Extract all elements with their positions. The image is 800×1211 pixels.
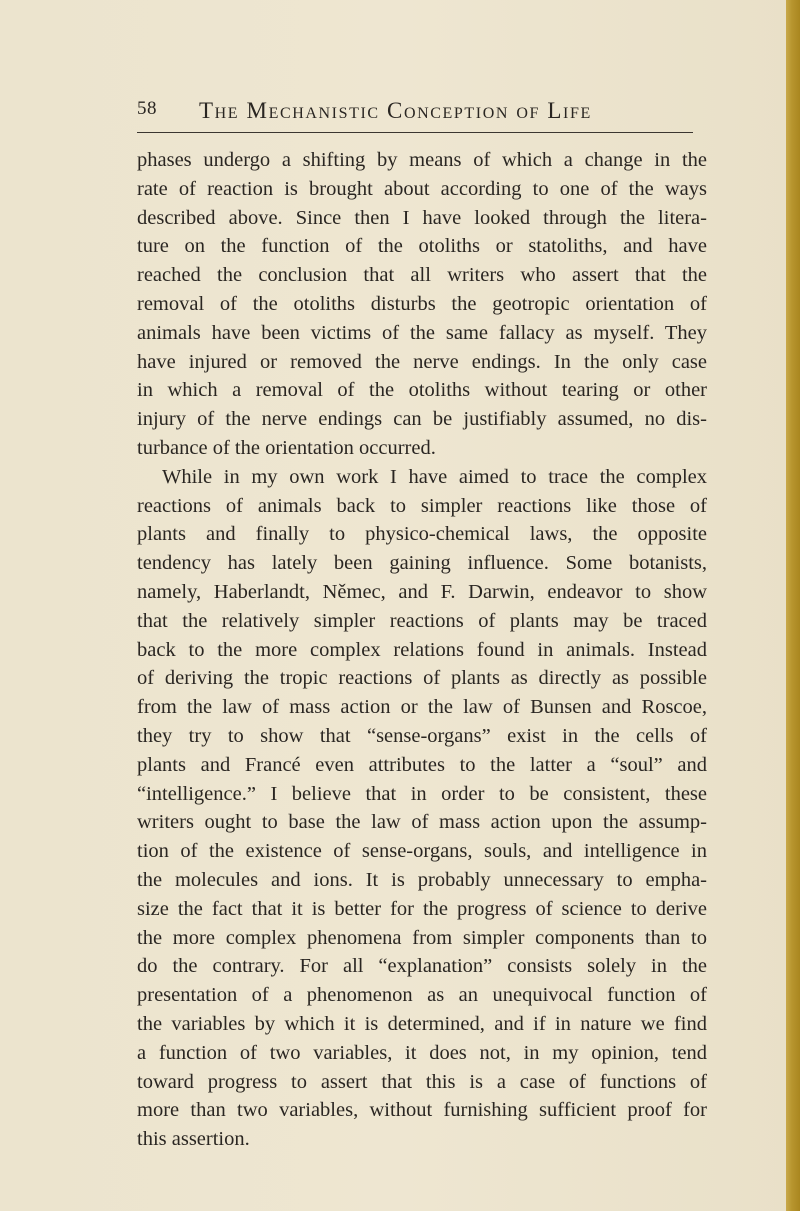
text-line: described above. Since then I have looked through the litera- [137, 206, 707, 229]
text-line: more than two variables, without furnishing sufficient proof for [137, 1099, 707, 1122]
text-line: writers ought to base the law of mass action upon the assump- [137, 811, 707, 834]
text-line: they try to show that “sense-organs” exist in the cells of [137, 724, 707, 747]
text-line: from the law of mass action or the law of Bunsen and Roscoe, [137, 696, 707, 719]
paragraph-end-line: turbance of the orientation occurred. [137, 436, 436, 459]
text-line: tendency has lately been gaining influence. Some botanists, [137, 552, 707, 575]
text-line: injury of the nerve endings can be justifiably assumed, no dis- [137, 408, 707, 431]
text-line: do the contrary. For all “explanation” consists solely in the [137, 955, 707, 978]
text-line: animals have been victims of the same fallacy as myself. They [137, 321, 707, 344]
text-line: rate of reaction is brought about according to one of the ways [137, 177, 707, 200]
text-line: of deriving the tropic reactions of plants as directly as possible [137, 667, 707, 690]
text-line: phases undergo a shifting by means of which a change in the [137, 149, 707, 171]
page-binding-edge [786, 0, 800, 1211]
text-line: in which a removal of the otoliths without tearing or other [137, 379, 707, 402]
text-line: toward progress to assert that this is a case of functions of [137, 1070, 707, 1093]
text-line: size the fact that it is better for the progress of science to derive [137, 897, 707, 920]
text-line: “intelligence.” I believe that in order to be consistent, these [137, 782, 707, 805]
paragraph-first-line: While in my own work I have aimed to trace the complex [162, 465, 707, 488]
text-line: the molecules and ions. It is probably unnecessary to empha- [137, 868, 707, 891]
text-line: have injured or removed the nerve endings. In the only case [137, 350, 707, 373]
text-line: the variables by which it is determined, and if in nature we find [137, 1012, 707, 1035]
running-head [137, 98, 693, 133]
body-text [137, 146, 707, 1154]
text-line: plants and Francé even attributes to the latter a “soul” and [137, 753, 707, 776]
text-line: plants and finally to physico-chemical laws, the opposite [137, 523, 707, 546]
text-line: the more complex phenomena from simpler components than to [137, 926, 707, 949]
text-line: presentation of a phenomenon as an unequivocal function of [137, 984, 707, 1007]
page-number: 58 [137, 98, 157, 119]
text-line: back to the more complex relations found in animals. Instead [137, 638, 707, 661]
text-line: ture on the function of the otoliths or statoliths, and have [137, 235, 707, 258]
running-title: The Mechanistic Conception of Life [199, 98, 592, 123]
text-line: tion of the existence of sense-organs, souls, and intelligence in [137, 840, 707, 863]
text-line: namely, Haberlandt, Němec, and F. Darwin, endeavor to show [137, 580, 707, 603]
text-line: a function of two variables, it does not, in my opinion, tend [137, 1041, 707, 1064]
paragraph-end-line: this assertion. [137, 1128, 250, 1151]
text-line: reactions of animals back to simpler reactions like those of [137, 494, 707, 517]
text-line: reached the conclusion that all writers who assert that the [137, 264, 707, 287]
text-line: removal of the otoliths disturbs the geotropic orientation of [137, 292, 707, 315]
text-line: that the relatively simpler reactions of plants may be traced [137, 609, 707, 632]
